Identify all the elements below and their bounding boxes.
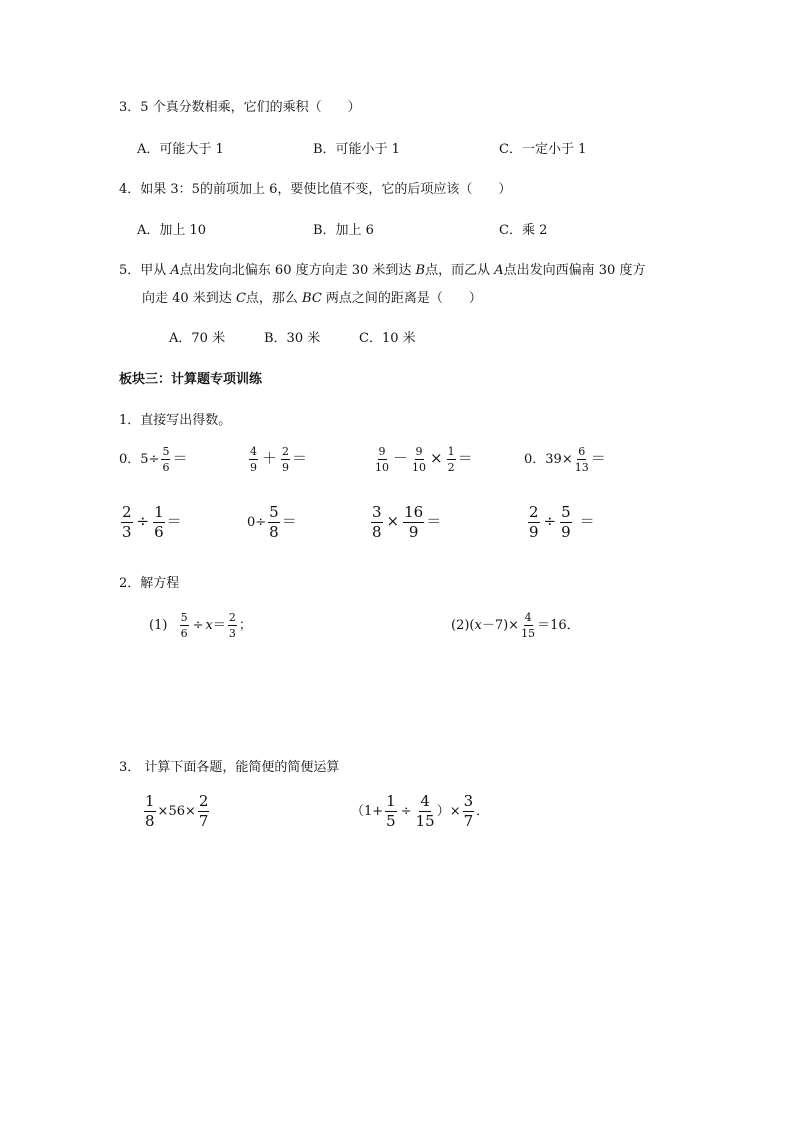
calc-q3-title: 3． 计算下面各题，能简便的简便运算 (119, 760, 340, 775)
calc-item-r1c2: $\frac{4}{9}$ ＋ $\frac{2}{9}$ ＝ (250, 445, 308, 474)
q5-option-c: C．10 米 (359, 331, 416, 346)
question-3-stem: 3．5 个真分数相乘，它们的乘积（ ） (119, 100, 361, 115)
equation-2: (2)(x－7)× $\frac{4}{15}$ ＝16． (451, 611, 580, 640)
question-5-line-2: 向走 40 米到达 C点，那么 BC 两点之间的距离是（ ） (142, 291, 482, 306)
calc-q2-title: 2．解方程 (119, 576, 180, 591)
calc-item-r2c2: 0÷ $\frac{5}{8}$ ＝ (247, 503, 297, 541)
question-5-line-1: 5．甲从 A点出发向北偏东 60 度方向走 30 米到达 B点，而乙从 A点出发向西偏南 30 度方 (119, 263, 646, 278)
q5-option-a: A．70 米 (169, 331, 226, 346)
calc-item-r2c4: $\frac{2}{9}$ ÷ $\frac{5}{9}$ ＝ (529, 503, 595, 541)
q5-option-b: B．30 米 (264, 331, 321, 346)
simplify-expression-2: （1+ $\frac{1}{5}$ ÷ $\frac{4}{15}$ ）× $\frac{3}{7}$ ． (351, 792, 490, 830)
q4-option-a: A．加上 10 (137, 223, 207, 238)
question-4-stem: 4．如果 3：5的前项加上 6，要使比值不变，它的后项应该（ ） (119, 182, 512, 197)
simplify-expression-1: $\frac{1}{8}$ ×56× $\frac{2}{7}$ (145, 792, 209, 830)
q3-option-b: B．可能小于 1 (313, 142, 400, 157)
q3-option-a: A．可能大于 1 (137, 142, 224, 157)
calc-q1-title: 1．直接写出得数。 (119, 413, 232, 428)
calc-item-r1c4: 0．39× $\frac{6}{13}$ ＝ (524, 445, 606, 474)
calc-item-r1c3: $\frac{9}{10}$ － $\frac{9}{10}$ × $\frac{1}{2}$ ＝ (375, 445, 473, 474)
q3-option-c: C．一定小于 1 (499, 142, 587, 157)
q4-option-b: B．加上 6 (313, 223, 374, 238)
calc-item-r2c1: $\frac{2}{3}$ ÷ $\frac{1}{6}$ ＝ (122, 503, 182, 541)
section-3-title: 板块三：计算题专项训练 (119, 372, 263, 387)
q4-option-c: C．乘 2 (499, 223, 548, 238)
calc-item-r2c3: $\frac{3}{8}$ × $\frac{16}{9}$ ＝ (372, 503, 442, 541)
calc-item-r1c1: 0．5÷ $\frac{5}{6}$ ＝ (119, 445, 188, 474)
equation-1: (1) $\frac{5}{6}$ ÷ x＝ $\frac{2}{3}$ ； (149, 611, 252, 640)
